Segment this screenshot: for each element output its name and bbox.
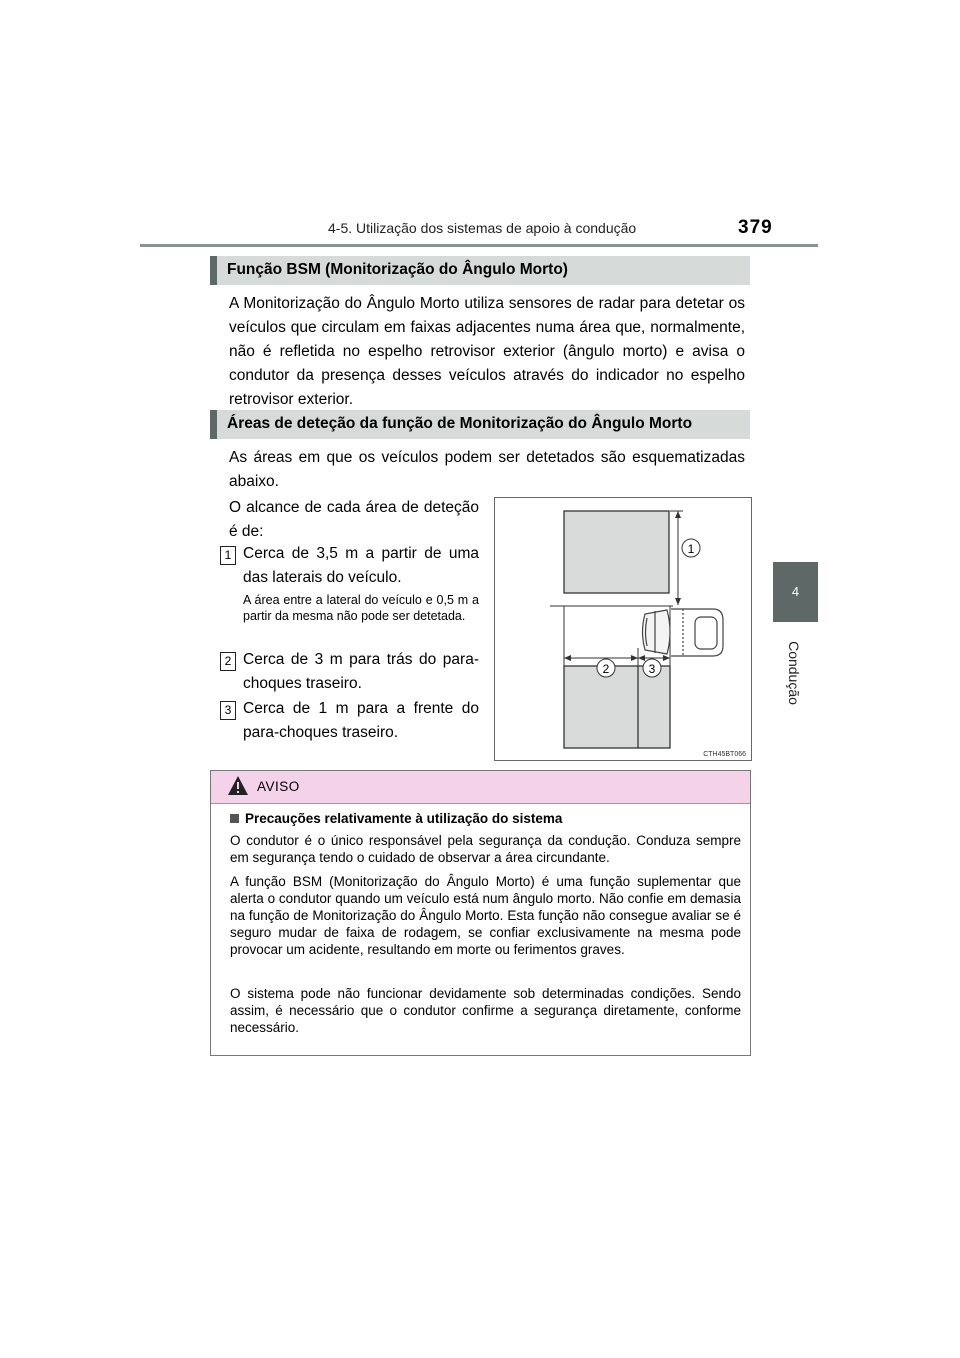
arrowhead [663, 655, 670, 661]
item-number: 1 [220, 546, 236, 565]
section-heading-bsm [210, 256, 750, 285]
arrowhead [675, 511, 681, 518]
chapter-tab: 4 [773, 562, 818, 622]
callout-label: 1 [687, 542, 695, 556]
range-item: Cerca de 1 m para a frente do para-choques traseiro. [243, 700, 479, 741]
side-detection-area [564, 511, 669, 593]
warning-subheading [230, 811, 562, 826]
arrowhead [631, 655, 638, 661]
callout-label: 2 [602, 662, 610, 676]
warning-paragraph: O sistema pode não funcionar devidamente sob determinadas condições. Sendo assim, é necessário que o condutor confirme a segurança diretamente, conforme necessário. [230, 986, 741, 1035]
chapter-label [784, 628, 804, 718]
car-outline [643, 609, 724, 656]
warning-paragraph: O condutor é o único responsável pela segurança da condução. Conduza sempre em segurança tendo o cuidado de observar a área circundante. [230, 833, 741, 865]
callout-label: 3 [648, 662, 656, 676]
rear-detection-area [564, 666, 670, 748]
warning-paragraph: A função BSM (Monitorização do Ângulo Morto) é uma função suplementar que alerta o condutor quando um veículo está num ângulo morto. Não confie em demasia na função de Monitorização do Ângulo Morto. Esta função não consegue avaliar se é seguro mudar de faixa de rodagem, se confiar exclusivamente na mesma pode provocar um acidente, resultando em morte ou ferimentos graves. [230, 874, 741, 957]
bsm-description: A Monitorização do Ângulo Morto utiliza sensores de radar para detetar os veículos que circulam em faixas adjacentes numa área que, normalmente, não é refletida no espelho retrovisor exterior (ângulo morto) e avisa o condutor da presença desses veículos através do indicador no espelho retrovisor exterior. [229, 295, 745, 408]
section-marker [210, 256, 217, 285]
item-number: 2 [220, 652, 236, 671]
figure-code: CTH45BT066 [703, 751, 746, 758]
arrowhead [675, 598, 681, 605]
range-item-note: A área entre a lateral do veículo e 0,5 m a partir da mesma não pode ser detetada. [243, 593, 479, 623]
header-divider [140, 244, 818, 247]
range-item: Cerca de 3,5 m a partir de uma das laterais do veículo. [243, 545, 479, 586]
warning-box [210, 770, 751, 1056]
warning-subheading-text: Precauções relativamente à utilização do sistema [245, 811, 563, 826]
warning-title: AVISO [257, 779, 300, 794]
section-heading-areas [210, 410, 750, 439]
bullet-square-icon [230, 814, 239, 823]
page-number: 379 [738, 217, 773, 238]
arrowhead [638, 655, 645, 661]
diagram-svg [495, 498, 751, 760]
section-heading-text: Função BSM (Monitorização do Ângulo Morto) [227, 261, 568, 278]
warning-triangle-icon [227, 775, 249, 796]
item-number: 3 [220, 701, 236, 720]
warning-header [211, 771, 750, 804]
arrowhead [564, 655, 571, 661]
detection-area-diagram [494, 497, 752, 761]
section-heading-text: Áreas de deteção da função de Monitorização do Ângulo Morto [227, 415, 693, 432]
running-header: 4-5. Utilização dos sistemas de apoio à condução [328, 220, 637, 236]
range-intro: O alcance de cada área de deteção é de: [229, 499, 479, 540]
areas-intro: As áreas em que os veículos podem ser detetados são esquematizadas abaixo. [229, 449, 745, 490]
chapter-label-text: Condução [786, 641, 802, 705]
section-marker [210, 410, 217, 439]
range-item: Cerca de 3 m para trás do para-choques traseiro. [243, 651, 479, 692]
